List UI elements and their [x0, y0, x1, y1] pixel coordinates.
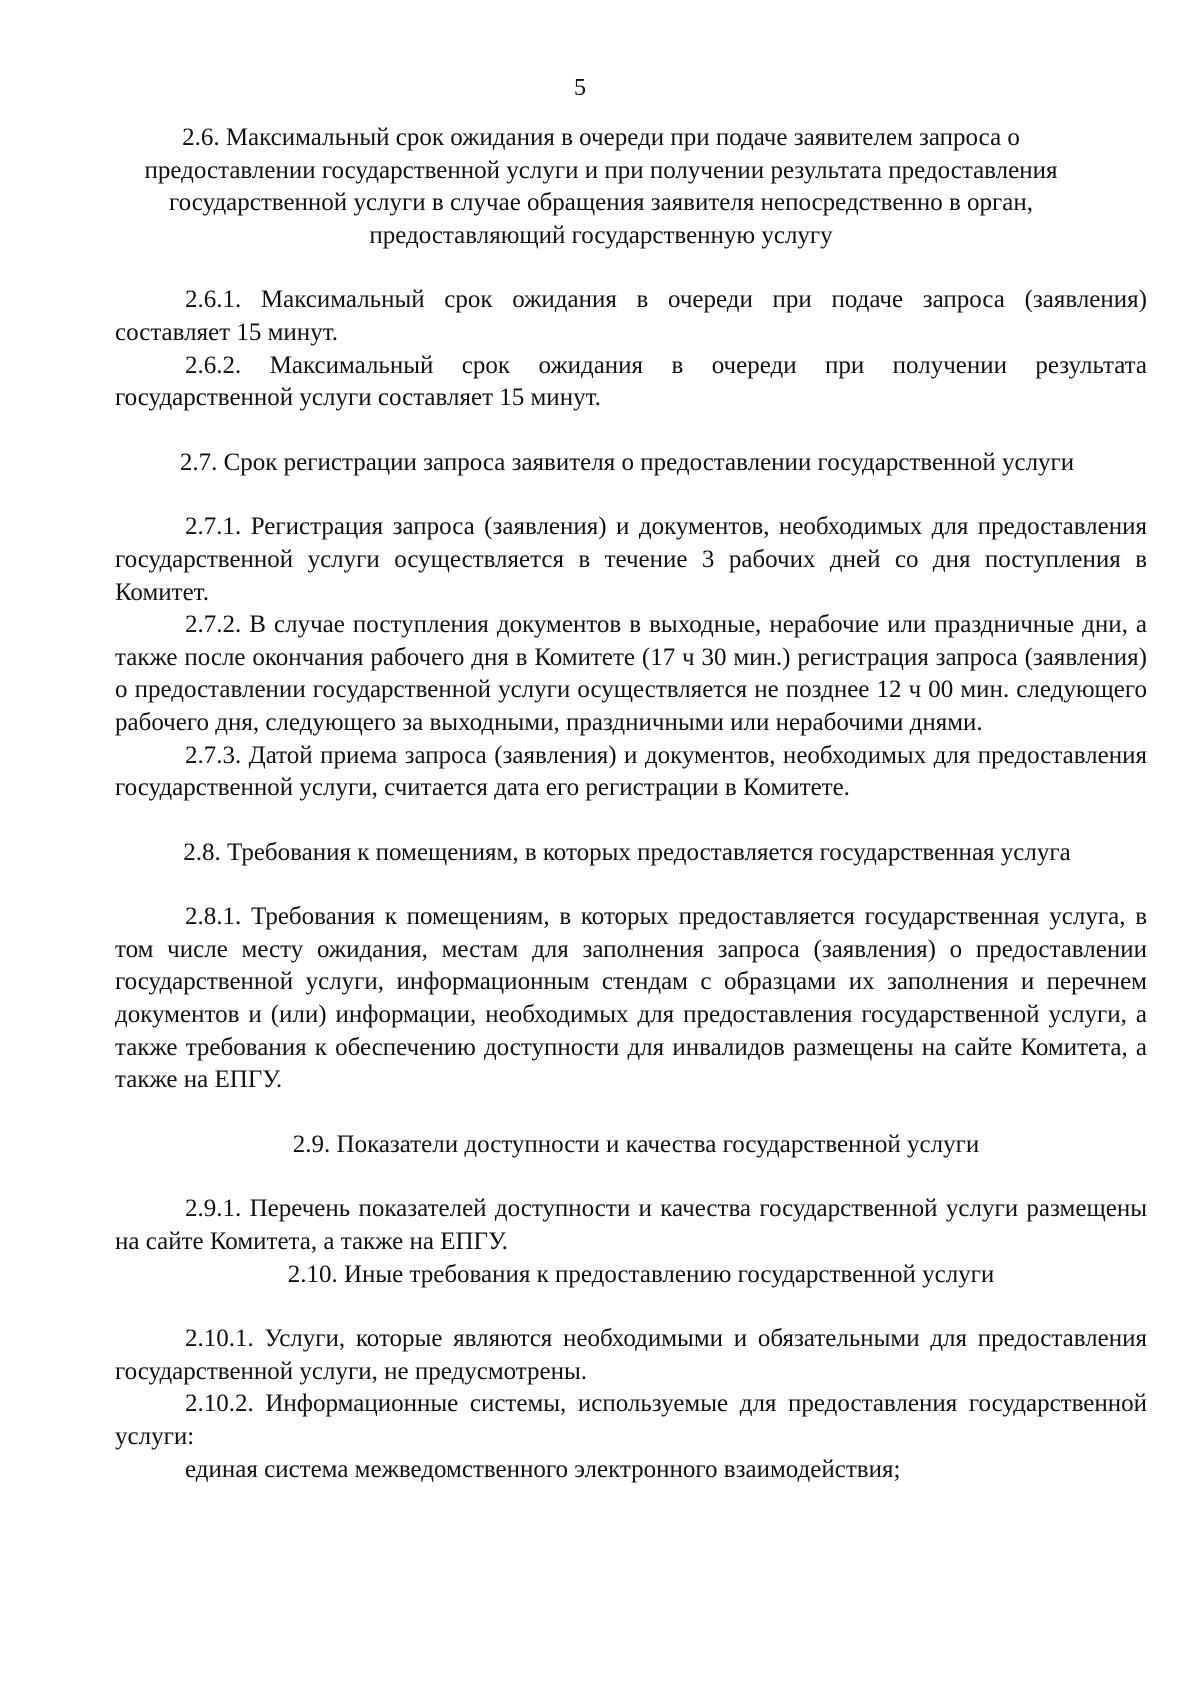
section-2-8-heading: 2.8. Требования к помещениям, в которых предоставляется государственная услуга: [183, 838, 1071, 866]
paragraph-2-7-1: 2.7.1. Регистрация запроса (заявления) и документов, необходимых для предоставления государственной услуги осуществляется в течение 3 рабочих дней со дня поступления в Комитет.: [115, 513, 1147, 606]
paragraph-2-10-1: 2.10.1. Услуги, которые являются необходимыми и обязательными для предоставления государственной услуги, не предусмотрены.: [115, 1325, 1147, 1385]
list-item-info-system: единая система межведомственного электронного взаимодействия;: [185, 1455, 901, 1483]
paragraph-2-10-2: 2.10.2. Информационные системы, используемые для предоставления государственной услуги:: [115, 1390, 1147, 1450]
section-2-10-heading: 2.10. Иные требования к предоставлению государственной услуги: [287, 1260, 995, 1288]
section-2-6-heading: 2.6. Максимальный срок ожидания в очереди при подаче заявителем запроса о предоставлении государственной услуги и при получении результата предоставления государственной услуги в случае обращения заявителя непосредственно в орган, предоставляющий государственную услугу: [144, 124, 1058, 249]
paragraph-2-7-3: 2.7.3. Датой приема запроса (заявления) и документов, необходимых для предоставления государственной услуги, считается дата его регистрации в Комитете.: [115, 741, 1147, 802]
paragraph-2-6-2: 2.6.2. Максимальный срок ожидания в очереди при получении результата государственной услуги составляет 15 минут.: [115, 351, 1147, 412]
section-2-9-heading: 2.9. Показатели доступности и качества государственной услуги: [292, 1130, 980, 1158]
paragraph-2-8-1: 2.8.1. Требования к помещениям, в которых предоставляется государственная услуга, в том числе месту ожидания, местам для заполнения запроса (заявления) о предоставлении государственной услуги, информационным стендам с образцами их заполнения и перечнем документов и (или) информации, необходимых для предоставления государственной услуги, а также требования к обеспечению доступности для инвалидов размещены на сайте Комитета, а также на ЕПГУ.: [115, 903, 1147, 1094]
paragraph-2-7-2: 2.7.2. В случае поступления документов в выходные, нерабочие или праздничные дни, а также после окончания рабочего дня в Комитете (17 ч 30 мин.) регистрация запроса (заявления) о предоставлении государственной услуги осуществляется не позднее 12 ч 00 мин. следующего рабочего дня, следующего за выходными, праздничными или нерабочими днями.: [115, 611, 1147, 736]
section-2-7-heading: 2.7. Срок регистрации запроса заявителя о предоставлении государственной услуги: [179, 448, 1075, 476]
document-body: [115, 122, 1147, 1486]
paragraph-2-9-1: 2.9.1. Перечень показателей доступности и качества государственной услуги размещены на сайте Комитета, а также на ЕПГУ.: [115, 1195, 1147, 1256]
paragraph-2-6-1: 2.6.1. Максимальный срок ожидания в очереди при подаче запроса (заявления) составляет 15 минут.: [115, 286, 1147, 346]
page-number: 5: [574, 75, 586, 101]
